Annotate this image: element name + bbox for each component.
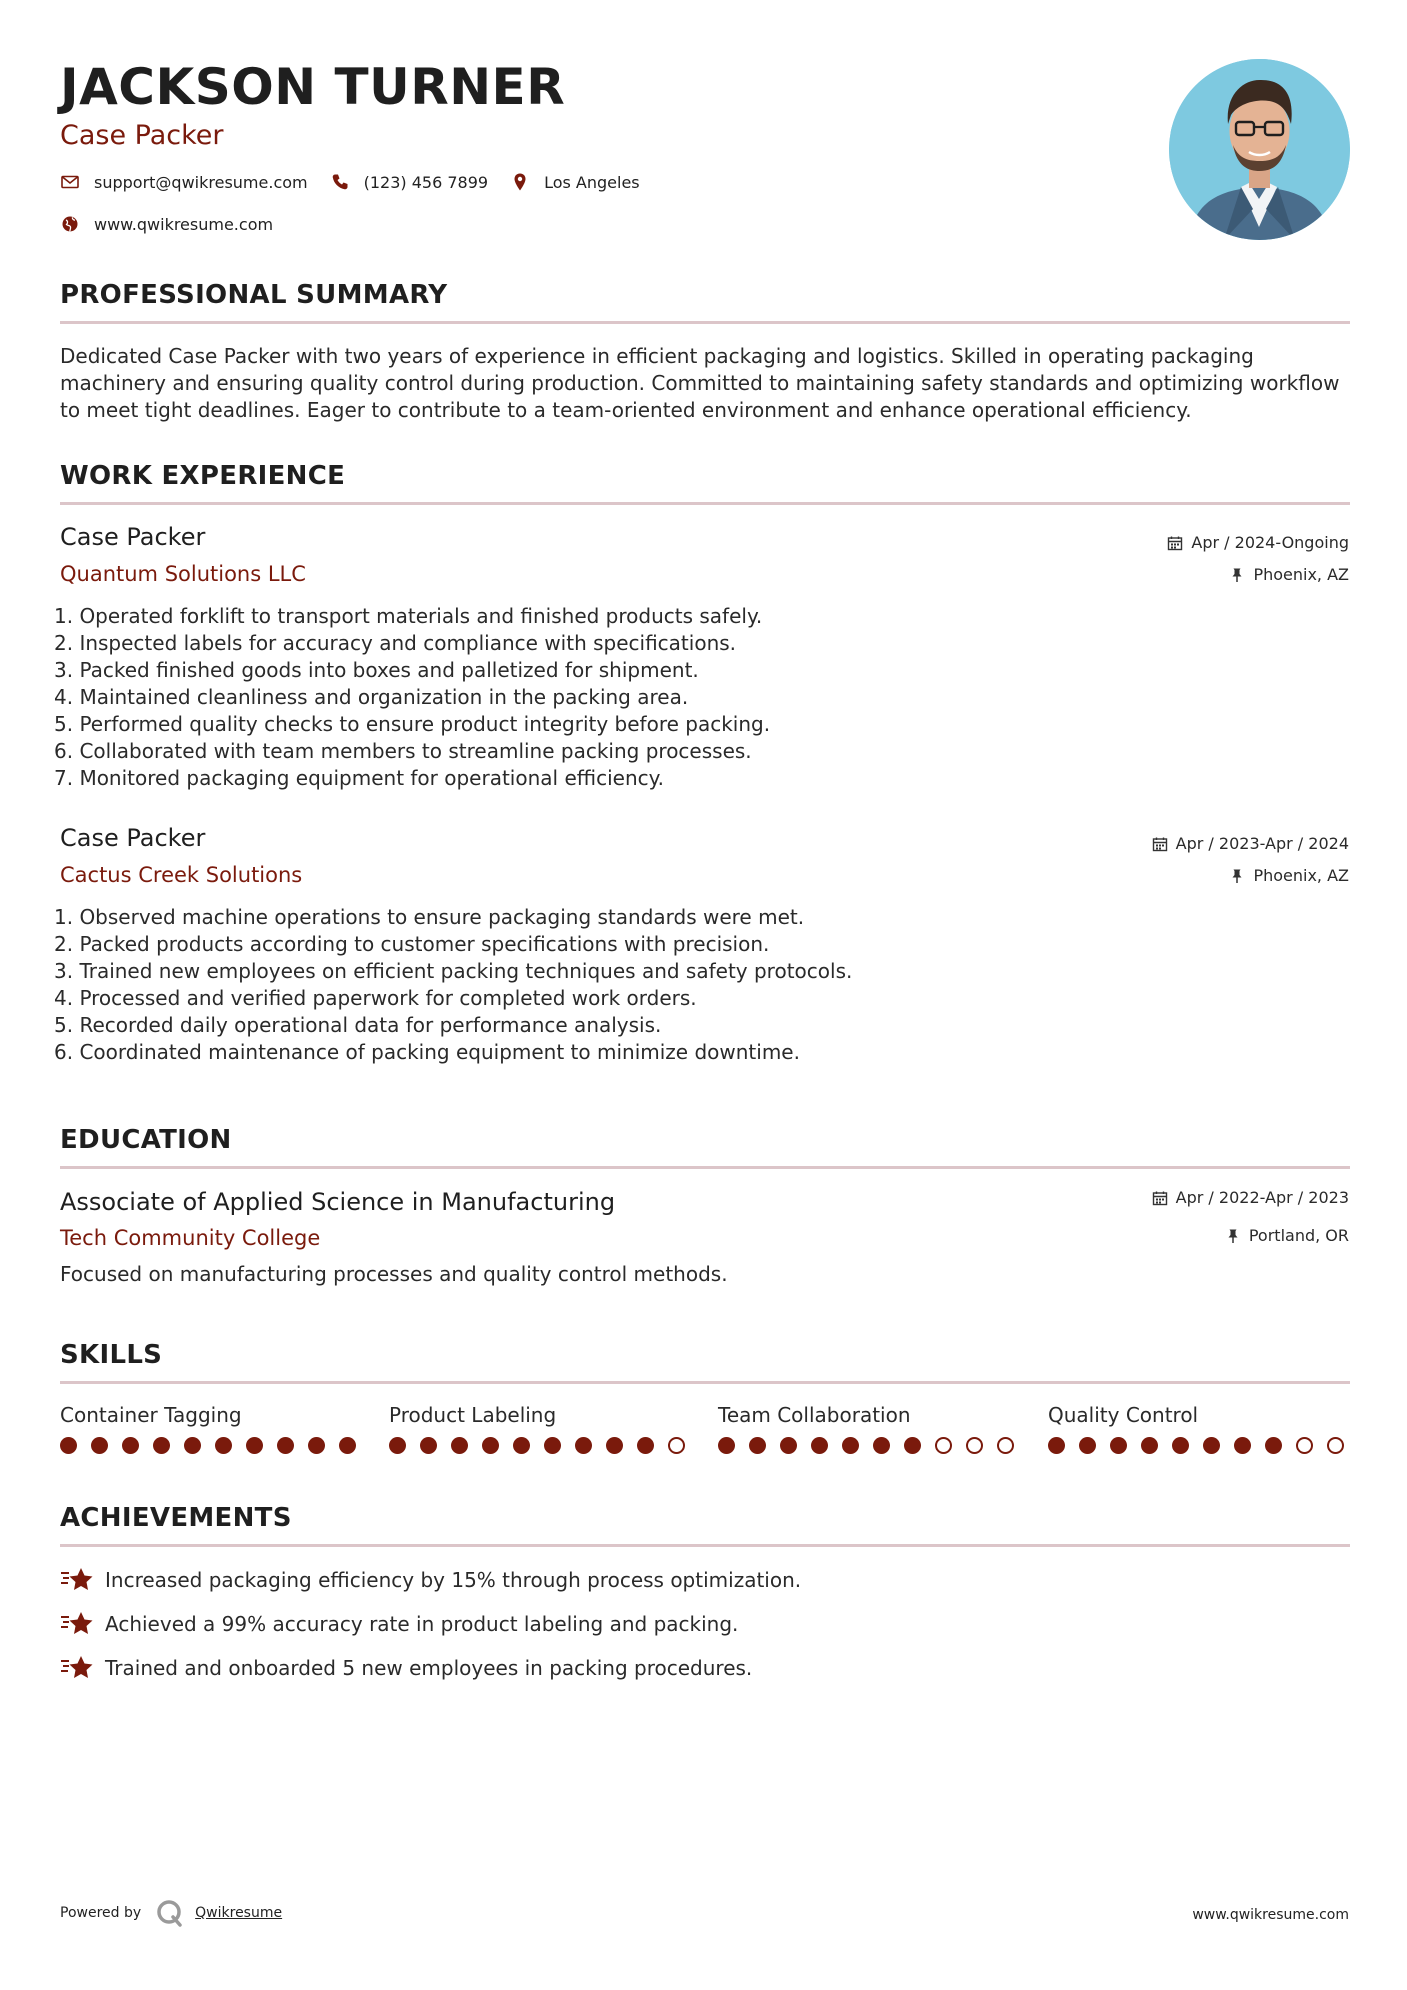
job-title: Case Packer bbox=[60, 523, 206, 551]
skill-rating bbox=[389, 1437, 689, 1459]
skill-dot-filled bbox=[184, 1437, 201, 1454]
list-item: 2. Inspected labels for accuracy and compliance with specifications. bbox=[54, 631, 737, 655]
skill-dot-filled bbox=[842, 1437, 859, 1454]
skill-dot-filled bbox=[1048, 1437, 1065, 1454]
education-dates-text: Apr / 2022-Apr / 2023 bbox=[1175, 1188, 1349, 1207]
achievement-text: Trained and onboarded 5 new employees in packing procedures. bbox=[105, 1656, 753, 1680]
job-location-text: Phoenix, AZ bbox=[1253, 866, 1349, 885]
skill-dot-filled bbox=[246, 1437, 263, 1454]
skill-dot-empty bbox=[1327, 1437, 1344, 1454]
skill-dot-filled bbox=[1079, 1437, 1096, 1454]
education-location bbox=[1225, 1226, 1349, 1245]
skill-name: Product Labeling bbox=[389, 1403, 557, 1427]
skill-dot-filled bbox=[308, 1437, 325, 1454]
job-dates bbox=[1167, 533, 1349, 552]
skill-dot-empty bbox=[966, 1437, 983, 1454]
list-item: 4. Processed and verified paperwork for completed work orders. bbox=[54, 986, 697, 1010]
skill-name: Team Collaboration bbox=[718, 1403, 911, 1427]
qwikresume-logo-icon bbox=[155, 1898, 185, 1928]
section-divider bbox=[60, 502, 1350, 505]
job-bullet-list bbox=[54, 904, 852, 1066]
skill-name: Container Tagging bbox=[60, 1403, 242, 1427]
skill-dot-filled bbox=[873, 1437, 890, 1454]
job-bullet-list bbox=[54, 603, 770, 792]
job-dates-text: Apr / 2024-Ongoing bbox=[1191, 533, 1349, 552]
degree-title: Associate of Applied Science in Manufacturing bbox=[60, 1188, 616, 1216]
skill-dot-filled bbox=[215, 1437, 232, 1454]
skill-dot-empty bbox=[997, 1437, 1014, 1454]
section-divider bbox=[60, 1166, 1350, 1169]
skill-dot-filled bbox=[277, 1437, 294, 1454]
skill-dot-filled bbox=[513, 1437, 530, 1454]
skill-dot-filled bbox=[1265, 1437, 1282, 1454]
job-dates-text: Apr / 2023-Apr / 2024 bbox=[1175, 834, 1349, 853]
summary-section-title: PROFESSIONAL SUMMARY bbox=[60, 280, 448, 310]
list-item: 2. Packed products according to customer specifications with precision. bbox=[54, 932, 770, 956]
company-name: Cactus Creek Solutions bbox=[60, 863, 303, 887]
education-section-title: EDUCATION bbox=[60, 1125, 232, 1155]
skill-dot-filled bbox=[153, 1437, 170, 1454]
skills-section-title: SKILLS bbox=[60, 1340, 163, 1370]
powered-by-label: Powered by bbox=[60, 1905, 142, 1921]
footer-website-link[interactable]: www.qwikresume.com bbox=[1192, 1907, 1349, 1923]
star-badge-icon bbox=[60, 1565, 94, 1595]
achievement-item bbox=[60, 1653, 752, 1683]
skill-dot-filled bbox=[780, 1437, 797, 1454]
skill-dot-filled bbox=[91, 1437, 108, 1454]
skill-dot-filled bbox=[1172, 1437, 1189, 1454]
contact-row-website bbox=[60, 214, 295, 234]
skill-dot-filled bbox=[482, 1437, 499, 1454]
candidate-name: JACKSON TURNER bbox=[60, 58, 566, 116]
skill-dot-filled bbox=[544, 1437, 561, 1454]
skill-dot-empty bbox=[1296, 1437, 1313, 1454]
list-item: 5. Performed quality checks to ensure product integrity before packing. bbox=[54, 712, 771, 736]
list-item: 3. Trained new employees on efficient packing techniques and safety protocols. bbox=[54, 959, 853, 983]
list-item: 4. Maintained cleanliness and organization in the packing area. bbox=[54, 685, 689, 709]
pushpin-icon bbox=[1225, 1228, 1241, 1244]
map-pin-icon bbox=[510, 172, 530, 192]
skill-item bbox=[389, 1403, 689, 1459]
calendar-icon bbox=[1152, 836, 1168, 852]
skill-dot-filled bbox=[339, 1437, 356, 1454]
skill-name: Quality Control bbox=[1048, 1403, 1199, 1427]
achievement-text: Achieved a 99% accuracy rate in product labeling and packing. bbox=[105, 1612, 739, 1636]
envelope-icon bbox=[60, 172, 80, 192]
job-title: Case Packer bbox=[60, 824, 206, 852]
skill-dot-filled bbox=[749, 1437, 766, 1454]
list-item: 5. Recorded daily operational data for performance analysis. bbox=[54, 1013, 662, 1037]
education-location-text: Portland, OR bbox=[1248, 1226, 1349, 1245]
skill-item bbox=[60, 1403, 360, 1459]
phone-icon bbox=[330, 172, 350, 192]
skill-dot-filled bbox=[718, 1437, 735, 1454]
achievement-item bbox=[60, 1609, 738, 1639]
achievement-item bbox=[60, 1565, 801, 1595]
contact-website[interactable] bbox=[60, 214, 273, 234]
section-divider bbox=[60, 321, 1350, 324]
profile-photo bbox=[1169, 59, 1350, 240]
skill-item bbox=[718, 1403, 1018, 1459]
list-item: 6. Coordinated maintenance of packing equipment to minimize downtime. bbox=[54, 1040, 800, 1064]
section-divider bbox=[60, 1544, 1350, 1547]
skill-dot-filled bbox=[1234, 1437, 1251, 1454]
skill-dot-filled bbox=[122, 1437, 139, 1454]
experience-section-title: WORK EXPERIENCE bbox=[60, 461, 346, 491]
website-text: www.qwikresume.com bbox=[94, 214, 274, 234]
skill-dot-filled bbox=[904, 1437, 921, 1454]
contact-row bbox=[60, 172, 662, 192]
portrait-illustration bbox=[1169, 59, 1350, 240]
skill-dot-filled bbox=[389, 1437, 406, 1454]
star-badge-icon bbox=[60, 1609, 94, 1639]
list-item: 3. Packed finished goods into boxes and palletized for shipment. bbox=[54, 658, 699, 682]
contact-email[interactable] bbox=[60, 172, 308, 192]
pushpin-icon bbox=[1229, 868, 1245, 884]
globe-icon bbox=[60, 214, 80, 234]
calendar-icon bbox=[1152, 1190, 1168, 1206]
skill-rating bbox=[1048, 1437, 1348, 1459]
brand-link[interactable]: Qwikresume bbox=[195, 1905, 283, 1921]
school-name: Tech Community College bbox=[60, 1226, 321, 1250]
list-item: 7. Monitored packaging equipment for operational efficiency. bbox=[54, 766, 664, 790]
company-name: Quantum Solutions LLC bbox=[60, 562, 306, 586]
skill-dot-filled bbox=[60, 1437, 77, 1454]
skill-dot-filled bbox=[811, 1437, 828, 1454]
job-dates bbox=[1152, 834, 1349, 853]
location-text: Los Angeles bbox=[544, 172, 640, 192]
job-location-text: Phoenix, AZ bbox=[1253, 565, 1349, 584]
skill-item bbox=[1048, 1403, 1348, 1459]
skill-rating bbox=[718, 1437, 1018, 1459]
skill-dot-filled bbox=[606, 1437, 623, 1454]
education-description: Focused on manufacturing processes and quality control methods. bbox=[60, 1262, 728, 1286]
skill-rating bbox=[60, 1437, 360, 1459]
list-item: 1. Operated forklift to transport materials and finished products safely. bbox=[54, 604, 763, 628]
job-location bbox=[1229, 866, 1349, 885]
skill-dot-empty bbox=[668, 1437, 685, 1454]
skill-dot-filled bbox=[1110, 1437, 1127, 1454]
skill-dot-filled bbox=[1141, 1437, 1158, 1454]
skill-dot-filled bbox=[451, 1437, 468, 1454]
contact-phone[interactable] bbox=[330, 172, 488, 192]
summary-text: Dedicated Case Packer with two years of experience in efficient packaging and logistics. Skilled in operating packaging machinery and ensuring quality control during production. Committed to maintaining safety standards and optimizing workflow to meet tight deadlines. Eager to contribute to a team-oriented environment and enhance operational efficiency. bbox=[60, 344, 1340, 422]
section-divider bbox=[60, 1381, 1350, 1384]
email-text: support@qwikresume.com bbox=[94, 172, 308, 192]
list-item: 1. Observed machine operations to ensure packaging standards were met. bbox=[54, 905, 805, 929]
skill-dot-filled bbox=[637, 1437, 654, 1454]
contact-location bbox=[510, 172, 640, 192]
pushpin-icon bbox=[1229, 567, 1245, 583]
job-location bbox=[1229, 565, 1349, 584]
skill-dot-filled bbox=[420, 1437, 437, 1454]
skill-dot-filled bbox=[1203, 1437, 1220, 1454]
list-item: 6. Collaborated with team members to streamline packing processes. bbox=[54, 739, 752, 763]
education-dates bbox=[1152, 1188, 1349, 1207]
achievements-section-title: ACHIEVEMENTS bbox=[60, 1503, 292, 1533]
calendar-icon bbox=[1167, 535, 1183, 551]
achievement-text: Increased packaging efficiency by 15% through process optimization. bbox=[105, 1568, 802, 1592]
footer-powered-by bbox=[60, 1898, 282, 1928]
phone-text: (123) 456 7899 bbox=[363, 172, 489, 192]
candidate-role: Case Packer bbox=[60, 120, 224, 151]
skill-dot-empty bbox=[935, 1437, 952, 1454]
star-badge-icon bbox=[60, 1653, 94, 1683]
skill-dot-filled bbox=[575, 1437, 592, 1454]
